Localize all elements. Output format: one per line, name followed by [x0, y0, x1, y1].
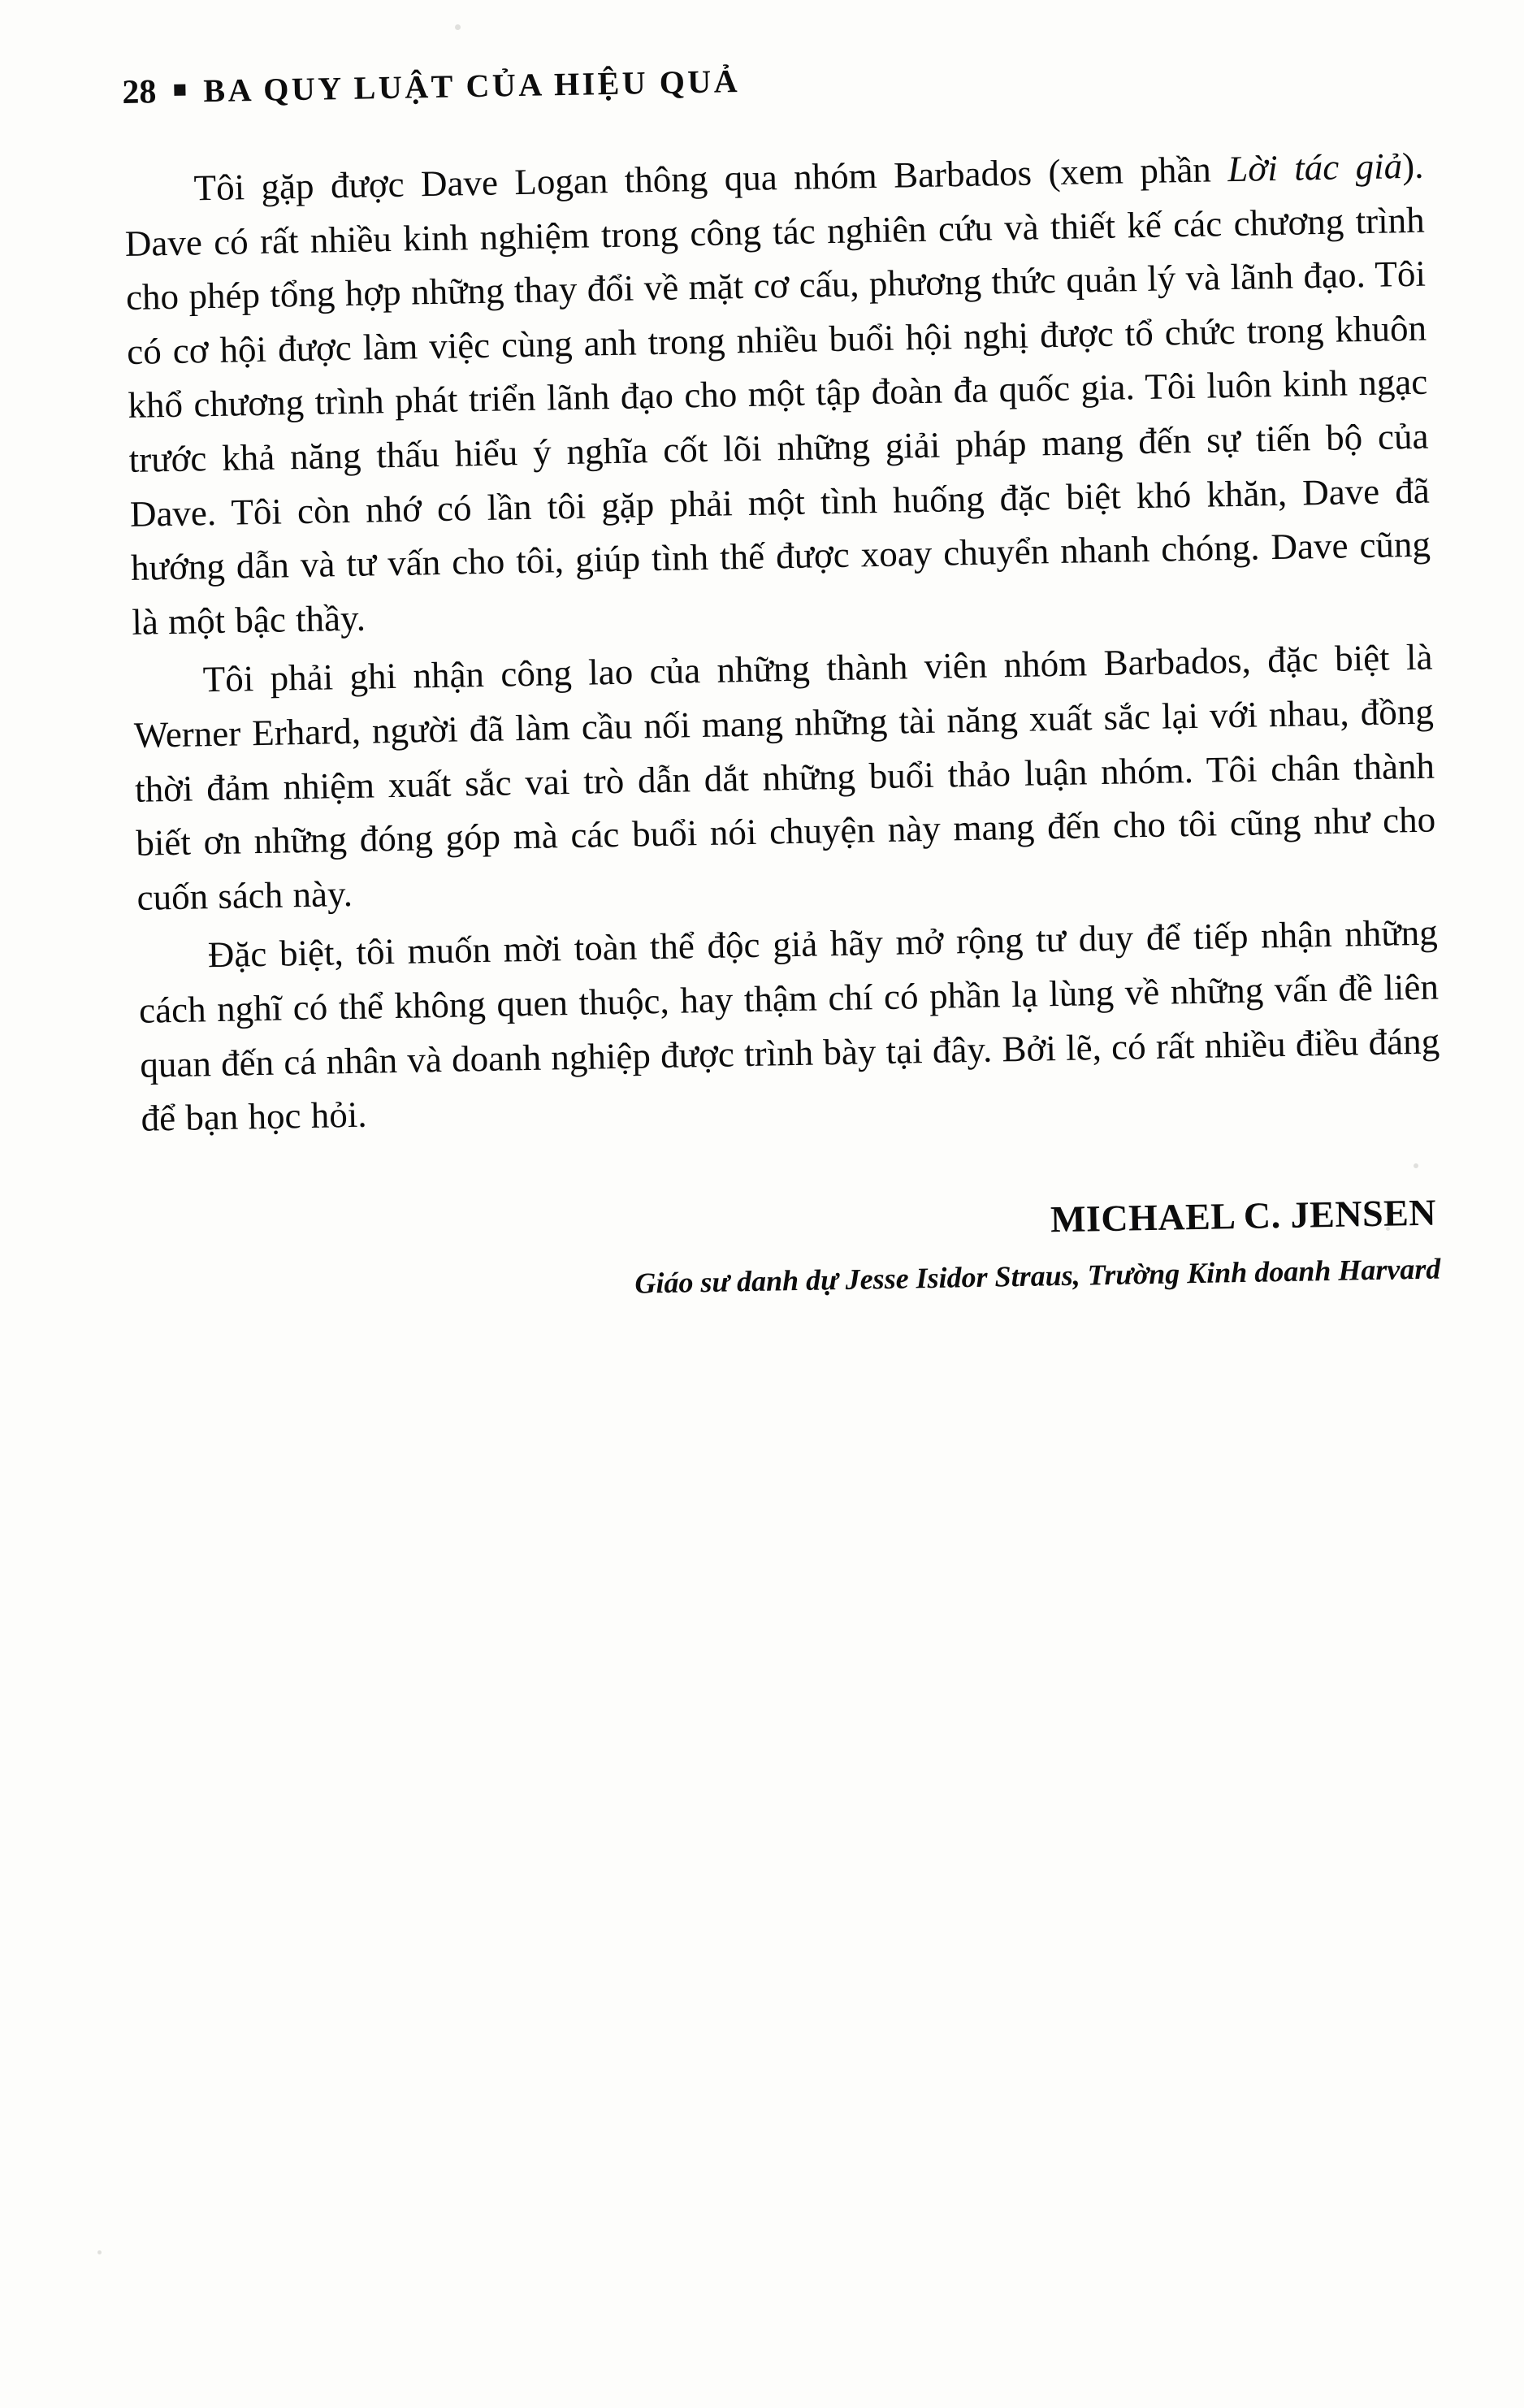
paragraph-1 [123, 139, 1432, 650]
square-bullet-icon [174, 84, 185, 96]
running-head [122, 50, 1422, 112]
paragraph-2 [132, 630, 1437, 925]
running-head-title: BA QUY LUẬT CỦA HIỆU QUẢ [203, 63, 741, 110]
page-content [122, 50, 1444, 1310]
paragraph-1-part-3: ). Dave có rất nhiều kinh nghiệm trong công tác nghiên cứu và thiết kế các chương trình cho phép tổng hợp những thay đổi về mặt cơ cấu, phương thức quản lý và lãnh đạo. Tôi có cơ hội được làm việc cùng anh trong nhiều buổi hội nghị được tổ chức trong khuôn khổ chương trình phát triển lãnh đạo cho một tập đoàn đa quốc gia. Tôi luôn kinh ngạc trước khả năng thấu hiểu ý nghĩa cốt lõi những giải pháp mang đến sự tiến bộ của Dave. Tôi còn nhớ có lần tôi gặp phải một tình huống đặc biệt khó khăn, Dave đã hướng dẫn và tư vấn cho tôi, giúp tình thế được xoay chuyển nhanh chóng. Dave cũng là một bậc thầy. [124, 145, 1431, 643]
paragraph-2-text: Tôi phải ghi nhận công lao của những thành viên nhóm Barbados, đặc biệt là Werner Erhard, người đã làm cầu nối mang những tài năng xuất sắc lại với nhau, đồng thời đảm nhiệm xuất sắc vai trò dẫn dắt những buổi thảo luận nhóm. Tôi chân thành biết ơn những đóng góp mà các buổi nói chuyện này mang đến cho tôi cũng như cho cuốn sách này. [133, 636, 1436, 918]
paragraph-1-part-1: Tôi gặp được Dave Logan thông qua nhóm Barbados (xem phần [193, 149, 1228, 209]
paragraph-3 [137, 906, 1441, 1146]
signature-name: MICHAEL C. JENSEN [1050, 1191, 1437, 1240]
signature-title: Giáo sư danh dự Jesse Isidor Straus, Trường Kinh doanh Harvard [634, 1252, 1441, 1300]
page-number: 28 [122, 73, 157, 111]
paragraph-1-italic: Lời tác giả [1227, 145, 1403, 190]
paragraph-3-text: Đặc biệt, tôi muốn mời toàn thể độc giả hãy mở rộng tư duy để tiếp nhận những cách nghĩ có thể không quen thuộc, hay thậm chí có phần lạ lùng về những vấn đề liên quan đến cá nhân và doanh nghiệp được trình bày tại đây. Bởi lẽ, có rất nhiều điều đáng để bạn học hỏi. [138, 912, 1440, 1139]
